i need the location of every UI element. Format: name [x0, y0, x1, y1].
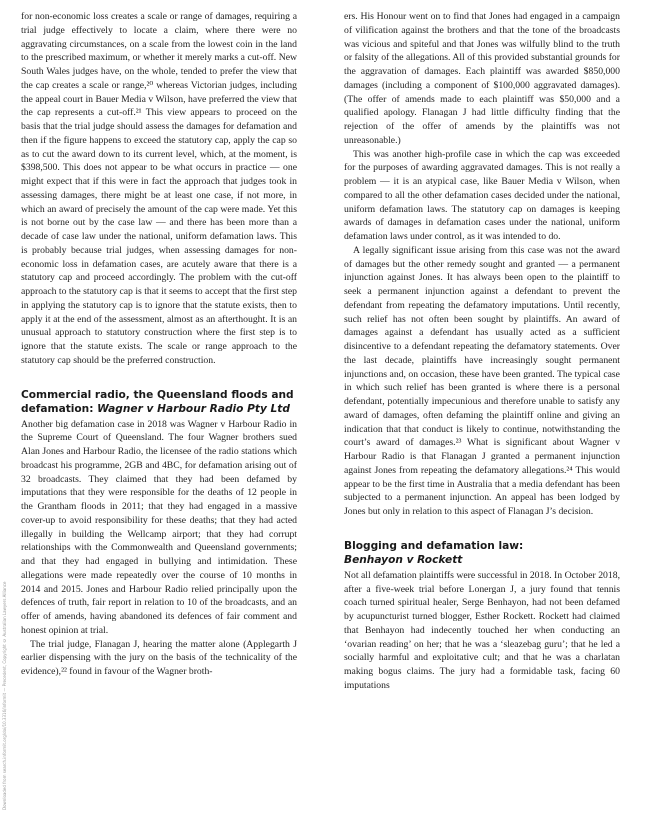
left-paragraph-2: Another big defamation case in 2018 was Wagner v Harbour Radio in the Supreme Court of Queensland. The four Wagner brothers sued Alan Jones and Harbour Radio, the licensee of the radio stations which broadcast his programme, 2GB and 4BC, for defamation arising out of 32 broadcasts. They claimed that they had been defamed by imputations that they were responsible for the deaths of 12 people in the Grantham floods in 2011; that they had engaged in a massive cover-up to avoid responsibility for these deaths; that they had acted illegally in building the Wellcamp airport; that they had corrupt relationships with the Commonwealth and Queensland governments; and that they had engaged in bullying and intimidation. These allegations were made repeatedly over the course of 10 months in 2014 and 2015. Jones and Harbour Radio relied principally upon the defences of truth, fair report in relation to 10 of the broadcasts, and an offer of amends, having abandoned its defences of fair comment and honest opinion at trial. — [21, 418, 297, 636]
heading-wagner-case: Wagner v Harbour Radio Pty Ltd — [97, 403, 290, 415]
section-heading-wagner — [21, 368, 297, 418]
left-paragraph-3: The trial judge, Flanagan J, hearing the matter alone (Applegarth J earlier dispensing with the jury on the basis of the technicality of the evidence),²² found in favour of the Wagner broth- — [21, 638, 297, 677]
left-paragraph-1: for non-economic loss creates a scale or range of damages, requiring a trial judge effectively to locate a claim, where there were no aggravating circumstances, on a scale from the lowest coin in the land to the prescribed maximum, or whether it merely marks a cut-off. New South Wales judges have, on the whole, tended to prefer the view that the cap creates a scale or range,²⁰ whereas Victorian judges, including the appeal court in Bauer Media v Wilson, have preferred the view that the cap represents a cut-off.²¹ This view appears to proceed on the basis that the trial judge should assess the damages for defamation and then if the figure happens to exceed the statutory cap, apply the cap so as to cut the award down to its current level, which, at the moment, is $398,500. This does not appear to be what occurs in practice — one might expect that if this were in fact the approach that judges took in assessing damages, there might be at least one case, if not more, in which an award of precisely the amount of the cap were made. Yet this is not borne out by the case law — and there has been more than a decade of case law under the national, uniform defamation laws. This is probably because trial judges, when assessing damages for non-economic loss in defamation cases, are acutely aware that there is a statutory cap and proceed accordingly. The problem with the cut-off approach to the statutory cap is that it seems to accept that the first step in applying the statutory cap is to ignore that the statute exists, then to apply it at the end of the assessment, almost as an afterthought. It is an unusual approach to statutory construction where the first step is to ignore that the statute exists. The scale or range approach to the statutory cap should be the preferred construction. — [21, 11, 298, 366]
section-heading-benhayon — [344, 519, 620, 569]
margin-download-note: Downloaded from search.informit.org/doi/10.3316/informit — Precedent, Copyright © Australian Lawyers Alliance — [2, 581, 7, 810]
heading-benhayon-case: Benhayon v Rockett — [344, 554, 463, 567]
right-paragraph-3: A legally significant issue arising from this case was not the award of damages but the other remedy sought and granted — a permanent injunction against Jones. It has always been open to the plaintiff to seek a permanent injunction against a defendant to prevent the defendant from repeating the defamatory imputations. Until recently, such relief has not often been sought by plaintiffs. An award of damages against a defendant has usually acted as a sufficient disincentive to a defendant repeating the defamatory statements. Over the last decade, plaintiffs have increasingly sought permanent injunctions and, on occasion, these have been granted. The typical case in which such relief has been granted is where there is a personal defendant, potentially impecunious and therefore unable to satisfy any award of damages, often defaming the plaintiff online and giving an indication that that conduct is likely to continue, notwithstanding the court’s award of damages.²³ What is significant about Wagner v Harbour Radio is that Flanagan J granted a permanent injunction against Jones from repeating the defamatory allegations.²⁴ This would appear to be the first time in Australia that a media defendant has been subjected to a permanent injunction. An appeal has been lodged by Jones but only in relation to this aspect of Flanagan J’s decision. — [344, 244, 620, 517]
heading-wagner-prefix: Commercial radio, the Queensland floods and defamation: — [21, 388, 294, 415]
heading-benhayon-prefix: Blogging and defamation law: — [344, 539, 524, 552]
right-paragraph-1: ers. His Honour went on to find that Jones had engaged in a campaign of vilification against the brothers and that the tone of the broadcasts was vicious and spiteful and that Jones was wilfully blind to the truth or falsity of the allegations. All of this provided substantial grounds for the aggravation of damages. Each plaintiff was awarded $850,000 damages (including a component of $100,000 aggravated damages). (The offer of amends made to each plaintiff was $50,000 and a qualified apology. Flanagan J had little difficulty finding that the rejection of the offer of amends by the plaintiffs was not unreasonable.) — [344, 11, 620, 146]
left-column — [21, 10, 297, 679]
right-column — [344, 10, 620, 693]
right-paragraph-2: This was another high-profile case in which the cap was exceeded for the purposes of awarding aggravated damages. This is not really a problem — it is an atypical case, like Bauer Media v Wilson, when compared to all the other defamation cases decided under the national, uniform defamation laws. The statutory cap on damages is keeping awards of damages in defamation cases under the national, uniform defamation laws under control, as it was intended to do. — [344, 148, 620, 242]
right-paragraph-4: Not all defamation plaintiffs were successful in 2018. In October 2018, after a five-week trial before Lonergan J, a jury found that tennis coach turned spiritual healer, Serge Benhayon, had not been defamed by acupuncturist turned blogger, Esther Rockett. Rockett had claimed that Benhayon had indecently touched her when conducting an ‘ovarian reading’ on her; that he was a ‘sleazebag guru’; that he led a socially harmful and exploitative cult; and that he was a charlatan making bogus claims. The jury had a formidable task, facing 60 imputations — [344, 569, 620, 691]
